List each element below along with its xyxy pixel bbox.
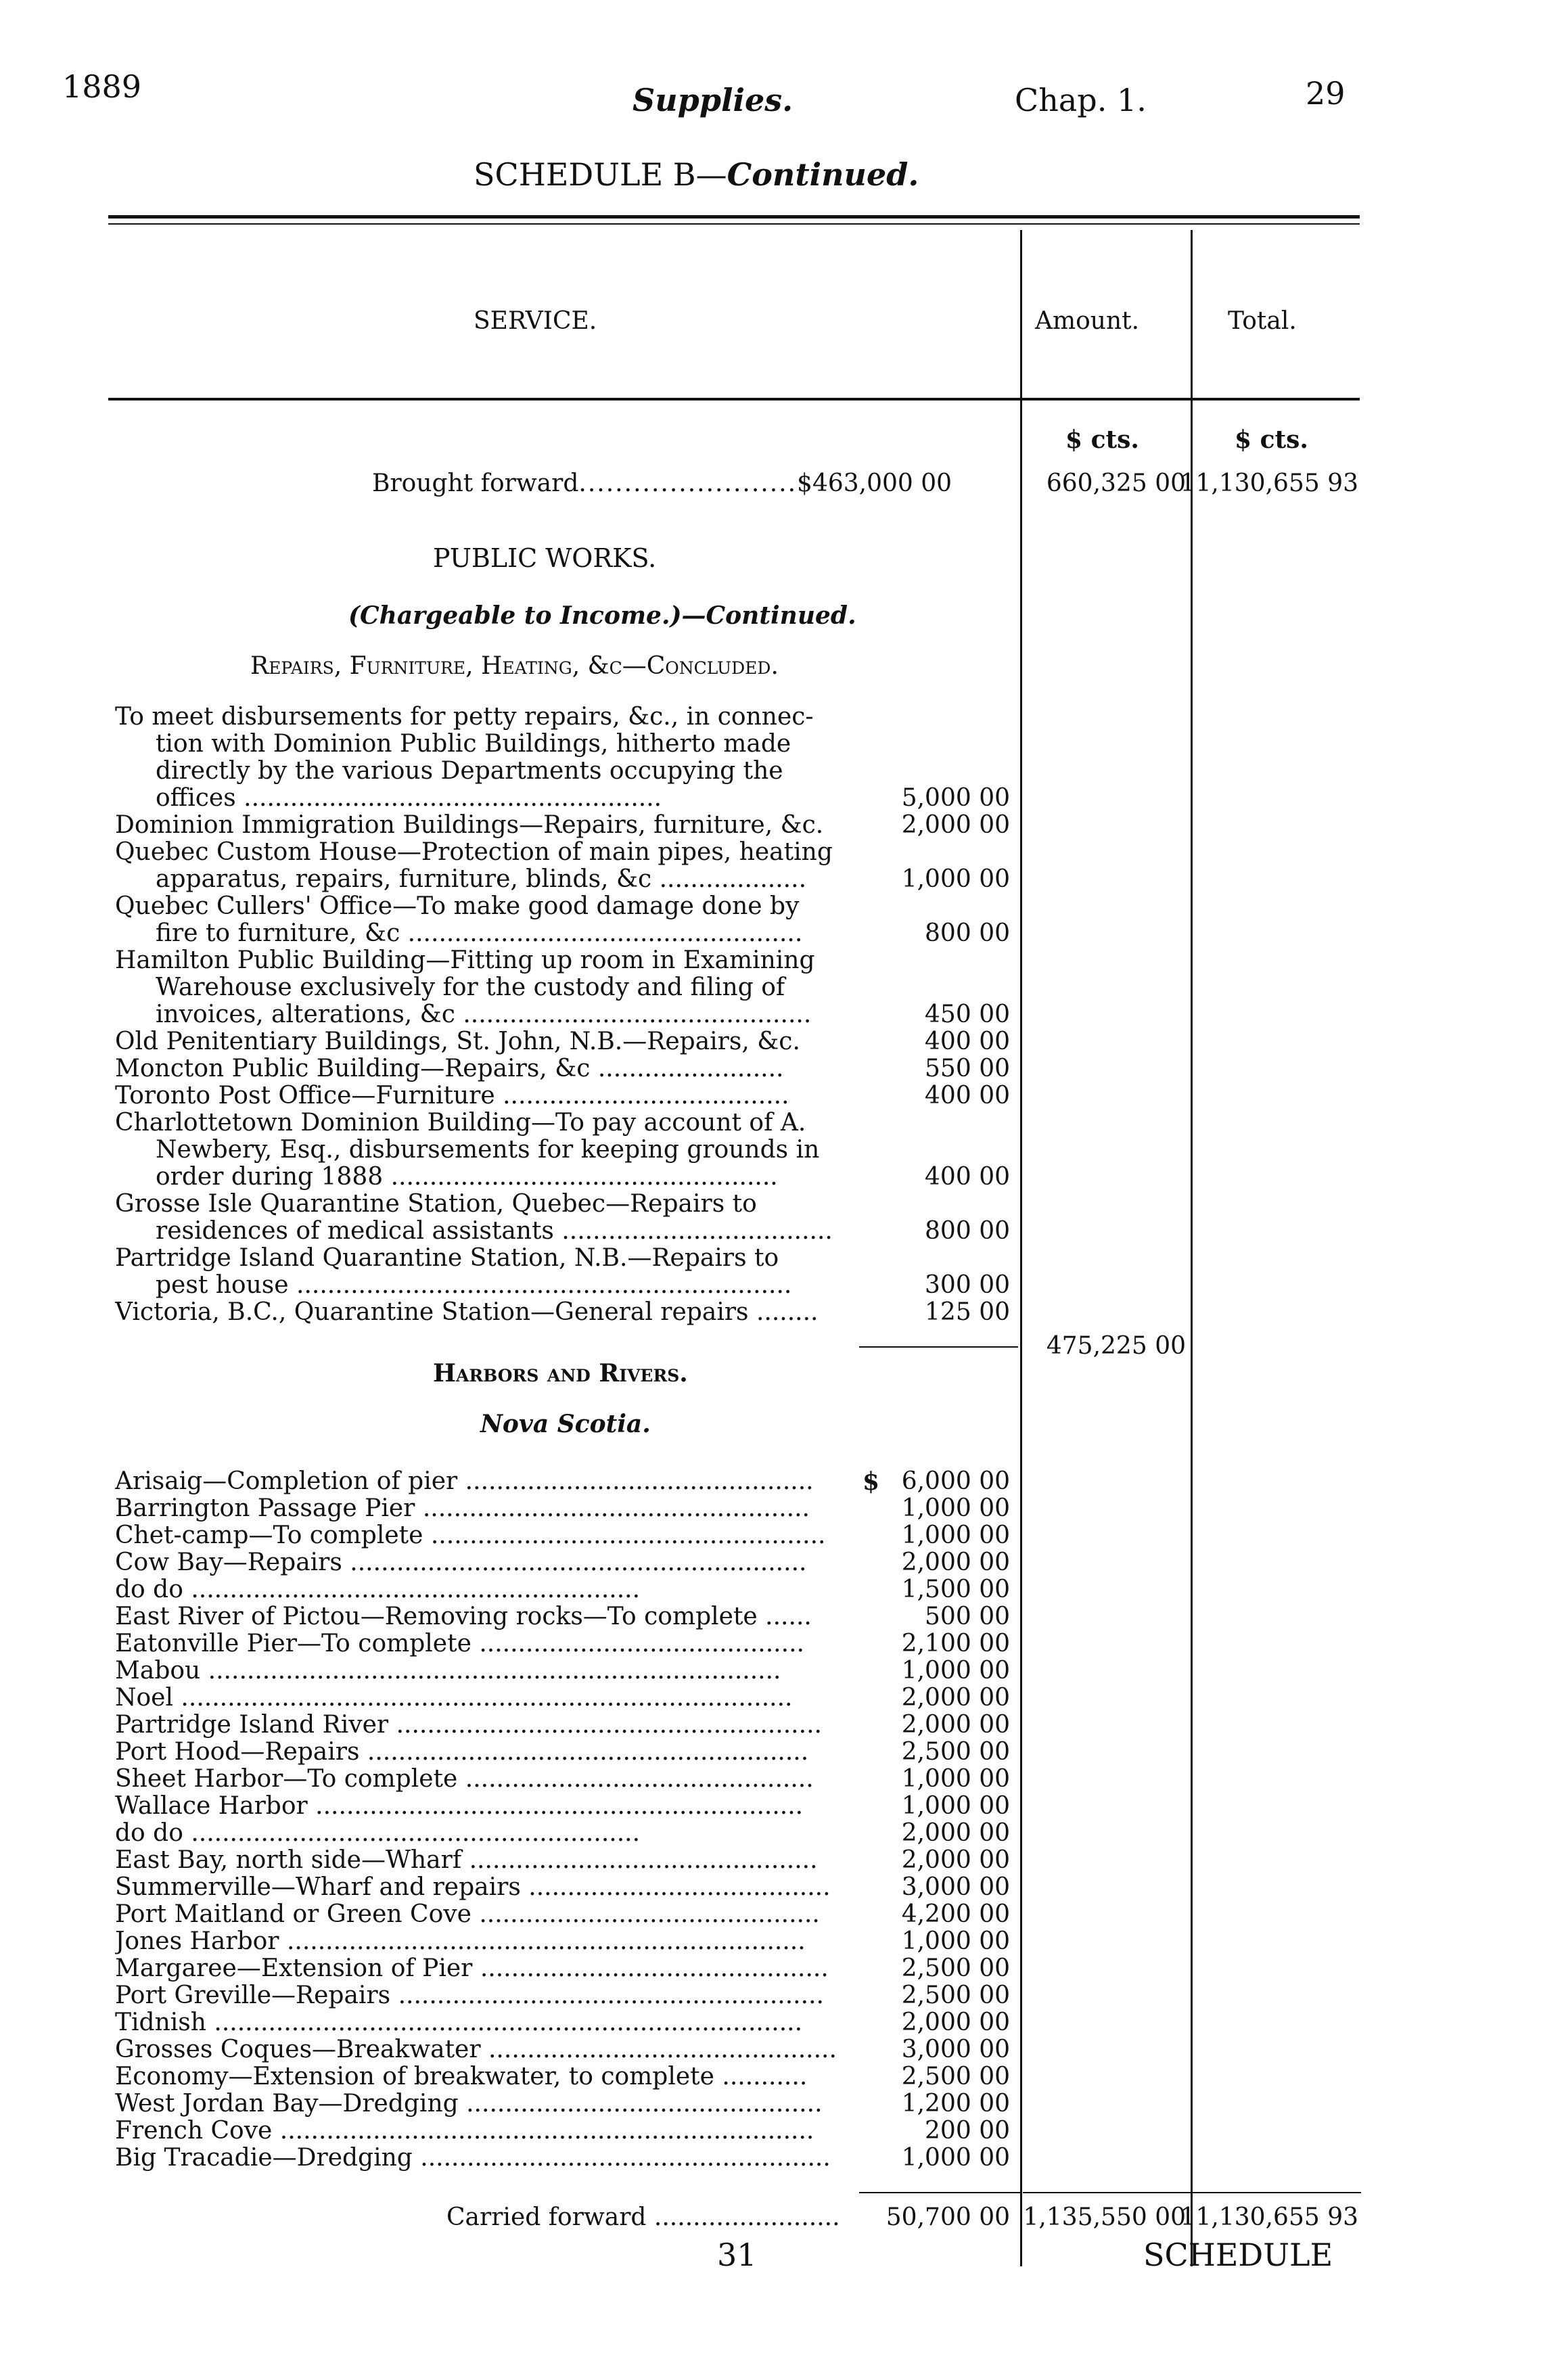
repair-entry-text: Charlottetown Dominion Building—To pay account of A. <box>115 1109 806 1137</box>
harbor-entry: French Cove ..................................................................... <box>115 2118 814 2145</box>
harbor-entry: do do .......................................................... <box>115 1576 641 1603</box>
harbor-entry: Partridge Island River ....................................................... <box>115 1712 822 1739</box>
total-unit-label: $ cts. <box>1235 426 1308 454</box>
repair-entry-text: Toronto Post Office—Furniture ..................................... <box>115 1082 789 1109</box>
repair-entry <box>115 704 859 812</box>
dollar-sign: $ <box>862 1467 880 1496</box>
repair-entry-continuation: Newbery, Esq., disbursements for keeping grounds in <box>156 1137 820 1164</box>
harbor-entry-amount: 2,000 00 <box>901 2009 1010 2036</box>
harbor-entry: Grosses Coques—Breakwater ............................................. <box>115 2036 837 2063</box>
harbor-entry: Jones Harbor ................................................................... <box>115 1928 806 1955</box>
carried-forward-inner-amount: 50,700 00 <box>886 2203 1010 2231</box>
harbor-entry-amount: 500 00 <box>925 1603 1010 1630</box>
harbor-entry: Port Greville—Repairs ....................................................... <box>115 1982 824 2009</box>
repair-entry-continuation: residences of medical assistants ................................... <box>156 1218 833 1245</box>
harbor-entry-amount: 2,000 00 <box>901 1684 1010 1712</box>
repair-entry <box>115 893 859 947</box>
repair-entry-amount: 1,000 00 <box>901 865 1010 893</box>
harbor-entry: Port Hood—Repairs ......................................................... <box>115 1739 809 1766</box>
repair-entry-continuation: Warehouse exclusively for the custody and filing of <box>156 974 785 1001</box>
repair-entry-continuation: offices ...................................................... <box>156 785 662 812</box>
repair-entry-amount: 125 00 <box>925 1298 1010 1326</box>
repair-entry-text: Moncton Public Building—Repairs, &c ........................ <box>115 1055 784 1082</box>
amount-unit-label: $ cts. <box>1065 426 1139 454</box>
province-heading: Nova Scotia. <box>480 1410 651 1438</box>
repair-entry-text: To meet disbursements for petty repairs, &c., in connec- <box>115 704 814 731</box>
harbor-entry: Wallace Harbor ............................................................... <box>115 1793 804 1820</box>
brought-forward-dots: ........................ <box>578 470 798 497</box>
harbor-entry: Margaree—Extension of Pier ............................................. <box>115 1955 829 1982</box>
repair-entry-continuation: directly by the various Departments occupying the <box>156 758 783 785</box>
repair-entry-text: Old Penitentiary Buildings, St. John, N.B.—Repairs, &c. <box>115 1028 800 1055</box>
repair-entry <box>115 1109 859 1191</box>
page-year: 1889 <box>62 68 142 105</box>
column-heading-amount: Amount. <box>1035 307 1140 335</box>
repair-entry-amount: 400 00 <box>925 1163 1010 1191</box>
harbor-entry: East Bay, north side—Wharf ............................................. <box>115 1847 818 1874</box>
repair-entry-amount: 400 00 <box>925 1028 1010 1055</box>
harbor-entry-amount: 200 00 <box>925 2117 1010 2145</box>
harbor-entry-amount: 1,000 00 <box>901 1494 1010 1522</box>
repair-entry <box>115 1191 859 1245</box>
harbor-entry-amount: 1,200 00 <box>901 2090 1010 2118</box>
header-rule-thick <box>108 215 1360 219</box>
harbor-entry-amount: 2,000 00 <box>901 1819 1010 1847</box>
repair-entry-text: Quebec Custom House—Protection of main pipes, heating <box>115 839 833 866</box>
repair-entry-amount: 300 00 <box>925 1271 1010 1299</box>
brought-forward-label <box>372 470 952 497</box>
repair-entry-text: Quebec Cullers' Office—To make good damage done by <box>115 893 800 920</box>
repair-entry-continuation: apparatus, repairs, furniture, blinds, &c ................... <box>156 866 807 893</box>
repair-entry-continuation: fire to furniture, &c ................................................... <box>156 920 803 947</box>
harbor-entry-amount: 1,000 00 <box>901 1521 1010 1549</box>
chapter-label: Chap. 1. <box>1015 82 1147 118</box>
brought-forward-total: 11,130,655 93 <box>1180 470 1358 497</box>
harbor-entry: Economy—Extension of breakwater, to complete ........... <box>115 2063 808 2090</box>
repair-entry-continuation: invoices, alterations, &c ............................................. <box>156 1001 812 1028</box>
harbor-entry: Cow Bay—Repairs ........................................................... <box>115 1549 807 1576</box>
harbor-entry-amount: 3,000 00 <box>901 1873 1010 1901</box>
public-works-heading: PUBLIC WORKS. <box>433 543 657 573</box>
harbor-entry-amount: 4,200 00 <box>901 1900 1010 1928</box>
harbor-entry-amount: 2,100 00 <box>901 1630 1010 1657</box>
repair-entry <box>115 1028 859 1055</box>
harbor-entry-amount: 2,000 00 <box>901 1711 1010 1739</box>
column-divider-amount <box>1020 230 1022 2266</box>
harbor-entry-amount: 2,500 00 <box>901 1954 1010 1982</box>
carried-forward-amount: 1,135,550 00 <box>1023 2203 1186 2231</box>
repair-entry <box>115 1299 859 1326</box>
carried-forward-total: 11,130,655 93 <box>1180 2203 1358 2231</box>
repair-entry-continuation: tion with Dominion Public Buildings, hitherto made <box>156 731 791 758</box>
harbor-entry-amount: 1,000 00 <box>901 1657 1010 1685</box>
schedule-title <box>474 156 919 193</box>
repair-entry-text: Victoria, B.C., Quarantine Station—General repairs ........ <box>115 1299 819 1326</box>
schedule-title-main: SCHEDULE B— <box>474 156 727 193</box>
repair-entry <box>115 1082 859 1109</box>
harbor-entry: Arisaig—Completion of pier ............................................. <box>115 1468 814 1495</box>
repair-entry-amount: 400 00 <box>925 1082 1010 1109</box>
harbor-entry: West Jordan Bay—Dredging .............................................. <box>115 2090 823 2118</box>
repairs-section-heading: Repairs, Furniture, Heating, &c—Concluded. <box>250 652 779 680</box>
repair-entry-amount: 550 00 <box>925 1055 1010 1082</box>
page-number: 29 <box>1306 75 1346 112</box>
harbor-entry-amount: 2,500 00 <box>901 1982 1010 2009</box>
harbor-entry: Eatonville Pier—To complete .......................................... <box>115 1630 804 1657</box>
repair-entry-amount: 2,000 00 <box>901 811 1010 839</box>
repair-entry-continuation: order during 1888 .................................................. <box>156 1164 778 1191</box>
harbor-entry-amount: 1,000 00 <box>901 1927 1010 1955</box>
harbor-entry: Sheet Harbor—To complete ............................................. <box>115 1766 814 1793</box>
harbor-entry: East River of Pictou—Removing rocks—To complete ...... <box>115 1603 812 1630</box>
harbor-entry-amount: 3,000 00 <box>901 2036 1010 2063</box>
harbors-heading: Harbors and Rivers. <box>433 1359 688 1388</box>
carried-forward-label: Carried forward ........................ <box>446 2203 840 2231</box>
repair-entry-text: Grosse Isle Quarantine Station, Quebec—Repairs to <box>115 1191 757 1218</box>
harbor-entry: Summerville—Wharf and repairs ....................................... <box>115 1874 831 1901</box>
harbor-entry: Noel ............................................................................... <box>115 1685 793 1712</box>
signature-mark: 31 <box>717 2237 757 2273</box>
harbor-entry-amount: 2,000 00 <box>901 1549 1010 1576</box>
harbor-entry-amount: 1,000 00 <box>901 2144 1010 2172</box>
harbor-entry-amount: 2,000 00 <box>901 1846 1010 1874</box>
harbor-entry: Barrington Passage Pier .................................................. <box>115 1495 810 1522</box>
brought-forward-amount: 660,325 00 <box>1046 470 1186 497</box>
carried-forward-rule-inner <box>859 2192 1021 2193</box>
catchword: SCHEDULE <box>1143 2237 1333 2273</box>
harbor-entry: Chet-camp—To complete ................................................... <box>115 1522 826 1549</box>
repair-entry <box>115 1055 859 1082</box>
repair-entry-text: Partridge Island Quarantine Station, N.B.—Repairs to <box>115 1245 779 1272</box>
column-divider-total <box>1191 230 1193 2266</box>
column-heading-rule <box>108 398 1360 401</box>
repair-entry-text: Dominion Immigration Buildings—Repairs, furniture, &c. <box>115 812 824 839</box>
repair-entry <box>115 839 859 893</box>
repairs-total-amount: 475,225 00 <box>1046 1332 1186 1360</box>
brought-forward-text: Brought forward <box>372 470 579 497</box>
schedule-title-continued: Continued. <box>727 156 919 193</box>
harbor-entry: Big Tracadie—Dredging ..................................................... <box>115 2145 831 2172</box>
repair-entry-text: Hamilton Public Building—Fitting up room in Examining <box>115 947 815 974</box>
carried-forward-rule-outer <box>1023 2192 1361 2193</box>
brought-forward-inner-amount: $463,000 00 <box>797 470 952 497</box>
column-heading-service: SERVICE. <box>474 307 597 335</box>
public-works-subheading: (Chargeable to Income.)—Continued. <box>348 601 856 630</box>
repair-entry-amount: 450 00 <box>925 1001 1010 1028</box>
repair-entry-continuation: pest house ................................................................ <box>156 1272 792 1299</box>
repair-entry <box>115 812 859 839</box>
repair-entry-amount: 5,000 00 <box>901 784 1010 812</box>
harbor-entry-amount: 2,500 00 <box>901 1738 1010 1766</box>
harbor-entry-amount: 1,000 00 <box>901 1792 1010 1820</box>
harbor-entry: Port Maitland or Green Cove ............................................ <box>115 1901 820 1928</box>
repair-entry-amount: 800 00 <box>925 919 1010 947</box>
repair-entry <box>115 1245 859 1299</box>
page-running-title: Supplies. <box>632 82 794 118</box>
harbor-entry: do do .......................................................... <box>115 1820 641 1847</box>
repair-entry-amount: 800 00 <box>925 1217 1010 1245</box>
harbor-entry: Mabou .......................................................................... <box>115 1657 781 1685</box>
repairs-subtotal-rule <box>859 1346 1018 1348</box>
harbor-entry-amount: 2,500 00 <box>901 2063 1010 2090</box>
harbor-entry-amount: 1,000 00 <box>901 1765 1010 1793</box>
harbor-entry-amount: 6,000 00 <box>901 1467 1010 1495</box>
harbor-entry-amount: 1,500 00 <box>901 1576 1010 1603</box>
repair-entry <box>115 947 859 1028</box>
header-rule-thin <box>108 223 1360 225</box>
harbor-entry: Tidnish ............................................................................ <box>115 2009 803 2036</box>
column-heading-total: Total. <box>1228 307 1297 335</box>
